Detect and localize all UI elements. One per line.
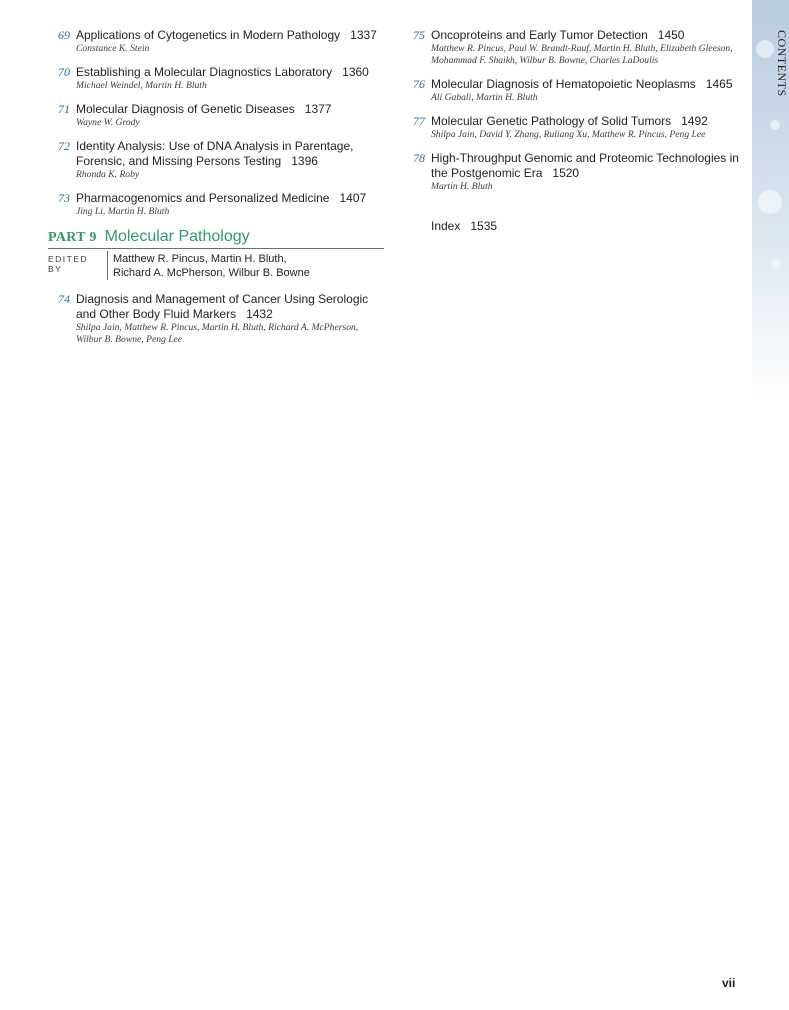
chapter-number: 73 [58,191,70,205]
chapter-title: High-Throughput Genomic and Proteomic Technologies in the Postgenomic Era [431,151,739,180]
chapter-title-line [431,28,748,43]
chapter-entry[interactable] [403,114,748,141]
chapter-title-line [76,139,384,169]
chapter-authors: Michael Weindel, Martin H. Bluth [76,80,207,91]
index-label: Index [431,219,461,233]
edited-by [48,251,384,280]
chapter-entry[interactable] [48,191,384,218]
part-chapter-list [48,292,384,346]
chapter-title: Molecular Diagnosis of Hematopoietic Neoplasms [431,77,696,91]
contents-label: CONTENTS [775,30,789,97]
chapter-entry[interactable] [48,28,384,55]
index-page: 1535 [470,219,498,233]
chapter-authors: Jing Li, Martin H. Bluth [76,206,170,217]
chapter-title: Diagnosis and Management of Cancer Using Serologic and Other Body Fluid Markers [76,292,369,321]
chapter-title-line [431,77,748,92]
chapter-entry[interactable] [48,139,384,181]
chapter-page: 1360 [342,65,369,79]
chapter-entry[interactable] [403,77,748,104]
chapter-page: 1492 [681,114,708,128]
chapter-page: 1337 [350,28,377,42]
chapter-authors: Wayne W. Grody [76,117,140,128]
part-title: Molecular Pathology [104,228,250,245]
chapter-number: 74 [58,292,70,306]
chapter-title-line [76,102,384,117]
left-column [48,28,384,356]
editors-line: Richard A. McPherson, Wilbur B. Bowne [113,267,310,279]
editors-line: Matthew R. Pincus, Martin H. Bluth, [113,253,287,265]
chapter-number: 71 [58,102,70,116]
chapter-entry[interactable] [48,102,384,129]
chapter-list [403,28,748,193]
chapter-authors: Shilpa Jain, Matthew R. Pincus, Martin H. Bluth, Richard A. McPherson, Wilbur B. Bowne, Peng Lee [76,322,359,345]
chapter-title: Molecular Genetic Pathology of Solid Tumors [431,114,672,128]
chapter-page: 1407 [339,191,367,205]
chapter-number: 72 [58,139,70,153]
chapter-number: 69 [58,28,70,42]
chapter-title: Applications of Cytogenetics in Modern Pathology [76,28,341,42]
chapter-page: 1520 [552,166,580,180]
right-column [403,28,748,233]
chapter-number: 76 [413,77,425,91]
chapter-authors: Rhonda K. Roby [76,169,140,180]
bubble-decoration [758,190,782,214]
chapter-number: 70 [58,65,70,79]
page-number: vii [722,976,736,990]
chapter-authors: Ali Gabali, Martin H. Bluth [431,92,538,103]
chapter-title-line [431,114,748,129]
chapter-title-line [76,28,384,43]
chapter-title-line [431,151,748,181]
bubble-decoration [772,260,780,268]
chapter-authors: Shilpa Jain, David Y. Zhang, Ruliang Xu, Matthew R. Pincus, Peng Lee [431,129,706,140]
chapter-title-line [76,191,384,206]
index-entry[interactable] [403,219,748,233]
edited-by-label: EDITED BY [48,251,108,280]
chapter-page: 1432 [246,307,273,321]
chapter-page: 1377 [304,102,332,116]
chapter-title: Establishing a Molecular Diagnostics Laboratory [76,65,333,79]
chapter-title: Pharmacogenomics and Personalized Medicine [76,191,330,205]
chapter-entry[interactable] [403,151,748,193]
chapter-title-line [76,292,384,322]
chapter-entry[interactable] [48,65,384,92]
chapter-entry[interactable] [403,28,748,67]
editors [108,251,310,280]
chapter-authors: Matthew R. Pincus, Paul W. Brandt-Rauf, Martin H. Bluth, Elizabeth Gleeson, Mohammad F. Shaikh, Wilbur B. Bowne, Charles LaDoulis [431,43,733,66]
bubble-decoration [770,120,780,130]
chapter-title-line [76,65,384,80]
chapter-title: Identity Analysis: Use of DNA Analysis in Parentage, Forensic, and Missing Persons Testing [76,139,354,168]
chapter-number: 77 [413,114,425,128]
chapter-title: Molecular Diagnosis of Genetic Diseases [76,102,295,116]
chapter-list [48,28,384,218]
chapter-authors: Constance K. Stein [76,43,150,54]
chapter-number: 78 [413,151,425,165]
chapter-authors: Martin H. Bluth [431,181,493,192]
part-label: PART 9 [48,230,97,245]
part-heading [48,228,384,249]
chapter-page: 1465 [705,77,733,91]
chapter-title: Oncoproteins and Early Tumor Detection [431,28,648,42]
chapter-entry[interactable] [48,292,384,346]
chapter-page: 1396 [291,154,318,168]
chapter-page: 1450 [657,28,685,42]
chapter-number: 75 [413,28,425,42]
